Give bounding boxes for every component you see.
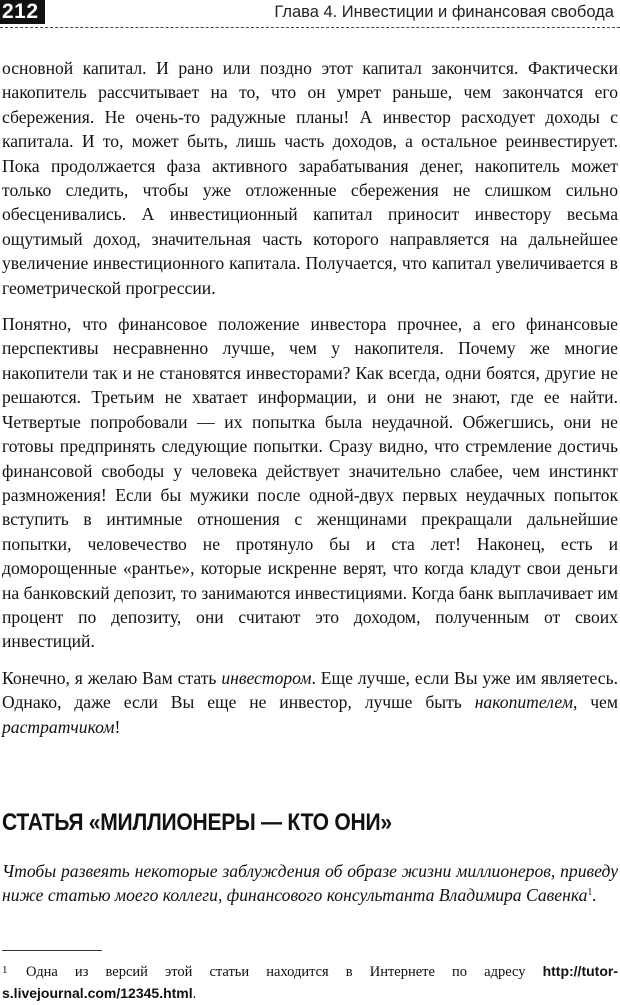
chapter-title: Глава 4. Инвестиции и финансовая свобода bbox=[274, 3, 614, 21]
emphasis-spender: растратчиком bbox=[2, 716, 115, 737]
footnote-link[interactable]: http://tutor-s.livejournal.com/12345.html bbox=[2, 963, 618, 1001]
footnote-divider bbox=[2, 950, 102, 951]
intro-text: Чтобы развеять некоторые заблуждения об образе жизни миллионеров, приведу ниже статью моего коллеги, финансового консультанта Владимира Савенка bbox=[2, 861, 618, 906]
text-run: , чем bbox=[572, 692, 618, 713]
footnote-text: Одна из версий этой статьи находится в Интернете по адресу bbox=[26, 964, 543, 980]
paragraph bbox=[2, 666, 618, 739]
footnote-end: . bbox=[192, 986, 197, 1002]
text-run: ! bbox=[114, 716, 121, 737]
footnote bbox=[2, 960, 618, 1005]
footnote-reference[interactable]: 1 bbox=[587, 887, 593, 899]
section-heading: СТАТЬЯ «МИЛЛИОНЕРЫ — КТО ОНИ» bbox=[2, 809, 392, 836]
page-number: 212 bbox=[0, 0, 45, 24]
intro-end: . bbox=[592, 885, 597, 906]
running-head bbox=[0, 0, 620, 30]
body-text bbox=[2, 56, 618, 751]
paragraph: основной капитал. И рано или поздно этот капитал закончится. Фактически накопитель рассчитывает на то, что он умрет раньше, чем закончатся его сбережения. Не очень-то радужные планы! А инвестор расходует доходы с капитала. И то, может быть, лишь часть доходов, а остальное реинвестирует. Пока продолжается фаза активного зарабатывания денег, накопитель может только следить, чтобы уже отложенные сбережения не слишком сильно обесценивались. А инвестиционный капитал приносит инвестору весьма ощутимый доход, значительная часть которого направляется на дальнейшее увеличение инвестиционного капитала. Получается, что капитал увеличивается в геометрической прогрессии. bbox=[2, 58, 618, 298]
header-divider bbox=[0, 27, 620, 28]
text-run: Конечно, я желаю Вам стать bbox=[2, 667, 222, 688]
emphasis-saver: накопителем bbox=[474, 692, 573, 713]
paragraph: Понятно, что финансовое положение инвестора прочнее, а его финансовые перспективы несравненно лучше, чем у накопителя. Почему же многие накопители так и не становятся инвесторами? Как всегда, одни боятся, другие не решаются. Третьим не хватает информации, и они не знают, где ее найти. Четвертые попробовали — их попытка была неудачной. Обжегшись, они не готовы предпринять следующие попытки. Сразу видно, что стремление достичь финансовой свободы у человека действует значительно слабее, чем инстинкт размножения! Если бы мужики после одной-двух первых неудачных попыток вступить в интимные отношения с женщинами прекращали дальнейшие попытки, человечество не протянуло бы и ста лет! Наконец, есть и доморощенные «рантье», которые искренне верят, что когда кладут свои деньги на банковский депозит, то занимаются инвестициями. Когда банк выплачивает им процент по депозиту, они считают это доходом, полученным от своих инвестиций. bbox=[2, 314, 618, 652]
emphasis-investor: инвестором bbox=[221, 667, 312, 688]
footnote-marker: 1 bbox=[2, 964, 8, 976]
text-run: . Еще лучше, если Вы уже им являетесь. Однако, даже если Вы еще не инвестор, лучше быть bbox=[2, 667, 619, 713]
section-intro bbox=[2, 859, 618, 908]
